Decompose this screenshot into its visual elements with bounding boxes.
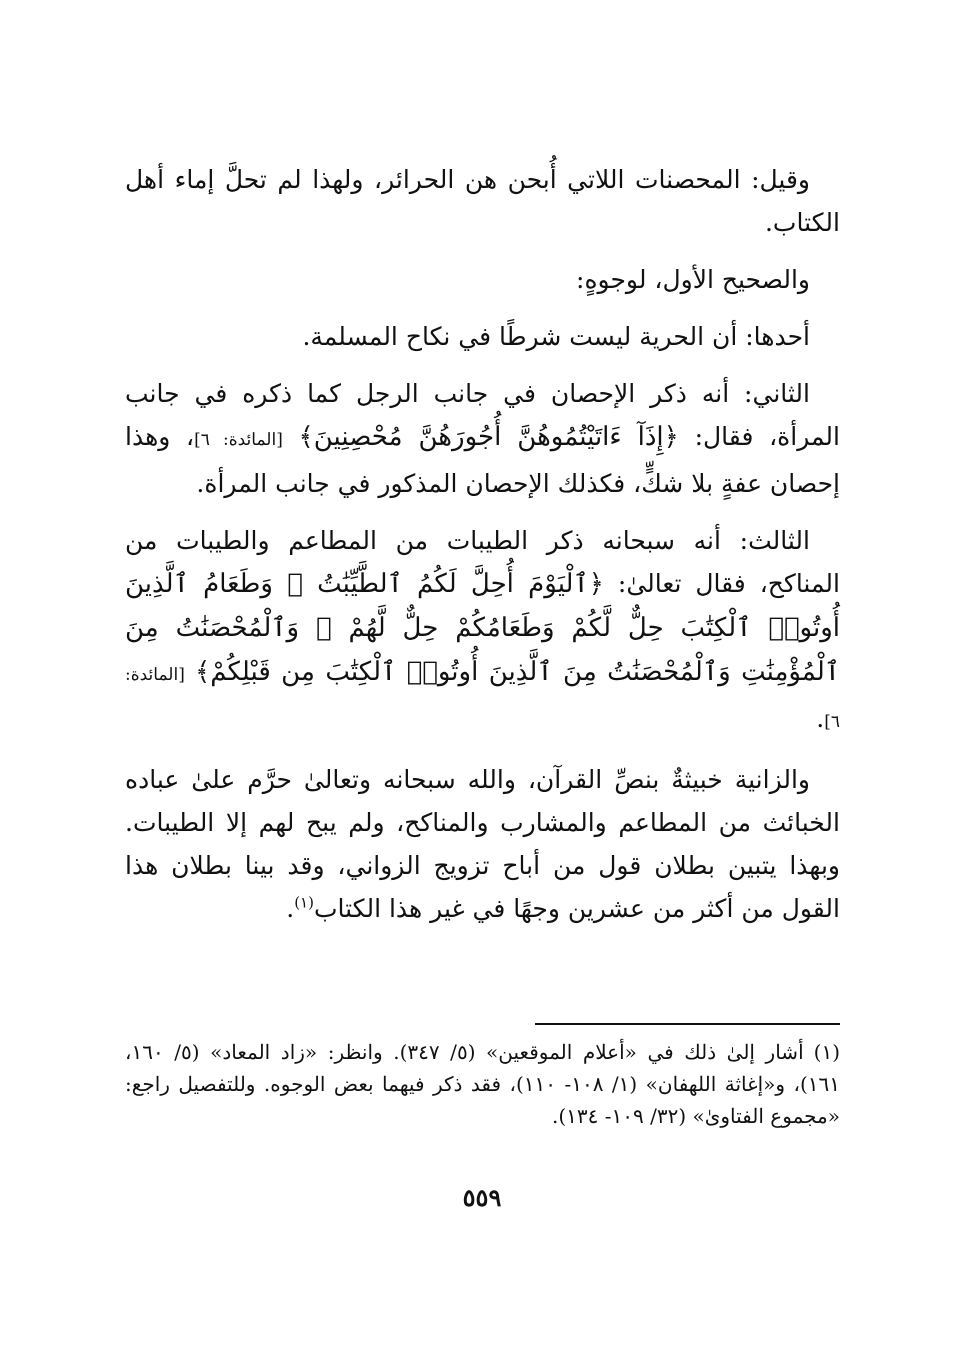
footnote-separator — [535, 1023, 840, 1025]
paragraph-5-text-end: . — [816, 704, 825, 733]
footnote-text: أشار إلىٰ ذلك في «أعلام الموقعين» (٥/ ٣٤٧). وانظر: «زاد المعاد» (٥/ ١٦٠، ١٦١)، و«إغاثة اللهفان» (١/ ١٠٨- ١١٠)، فقد ذكر فيهما بعض الوجوه. وللتفصيل راجع: «مجموع الفتاوىٰ» (٣٢/ ١٠٩- ١٣٤). — [125, 1040, 840, 1128]
verse-reference: [المائدة: ٦] — [194, 430, 283, 450]
paragraph-1: وقيل: المحصنات اللاتي أُبحن هن الحرائر، ولهذا لم تحلَّ إماء أهل الكتاب. — [125, 165, 840, 237]
footnote-number: (١) — [813, 1040, 840, 1064]
paragraph-5 — [125, 519, 840, 744]
paragraph-6 — [125, 758, 840, 930]
footnote-reference[interactable]: (١) — [294, 893, 314, 912]
footnotes — [125, 1036, 840, 1132]
paragraph-5-text: الثالث: أنه سبحانه ذكر الطيبات من المطاعم والطيبات من المناكح، فقال تعالىٰ: — [125, 526, 840, 598]
paragraph-6-end: . — [286, 894, 295, 923]
paragraph-2: والصحيح الأول، لوجوهٍ: — [576, 265, 810, 294]
main-text — [125, 150, 840, 944]
paragraph-6-text: والزانية خبيثةٌ بنصِّ القرآن، والله سبحانه وتعالىٰ حرَّم علىٰ عباده الخبائث من المطاعم والمشارب والمناكح، ولم يبح لهم إلا الطيبات. وبهذا يتبين بطلان قول من أباح تزويج الزواني، وقد بينا بطلان هذا القول من أكثر من عشرين وجهًا في غير هذا الكتاب — [125, 765, 840, 923]
verse-reference: [المائدة: ٦] — [125, 665, 840, 732]
quran-verse: ﴿ٱلْيَوْمَ أُحِلَّ لَكُمُ ٱلطَّيِّبَٰتُ ۖ وَطَعَامُ ٱلَّذِينَ أُوتُوا۟ ٱلْكِتَٰبَ حِلٌّ لَّكُمْ وَطَعَامُكُمْ حِلٌّ لَّهُمْ ۖ وَٱلْمُحْصَنَٰتُ مِنَ ٱلْمُؤْمِنَٰتِ وَٱلْمُحْصَنَٰتُ مِنَ ٱلَّذِينَ أُوتُوا۟ ٱلْكِتَٰبَ مِن قَبْلِكُمْ﴾ — [125, 569, 840, 687]
page-number: ٥٥٩ — [462, 1183, 502, 1212]
paragraph-3: أحدها: أن الحرية ليست شرطًا في نكاح المسلمة. — [302, 322, 810, 351]
paragraph-4-text: الثاني: أنه ذكر الإحصان في جانب الرجل كما ذكره في جانب المرأة، فقال: — [125, 379, 840, 451]
paragraph-4-text-end: ، وهذا إحصان عفةٍ بلا شكٍّ، فكذلك الإحصان المذكور في جانب المرأة. — [125, 422, 840, 498]
quran-verse: ﴿إِذَآ ءَاتَيْتُمُوهُنَّ أُجُورَهُنَّ مُحْصِنِينَ﴾ — [298, 422, 679, 452]
paragraph-4 — [125, 372, 840, 505]
